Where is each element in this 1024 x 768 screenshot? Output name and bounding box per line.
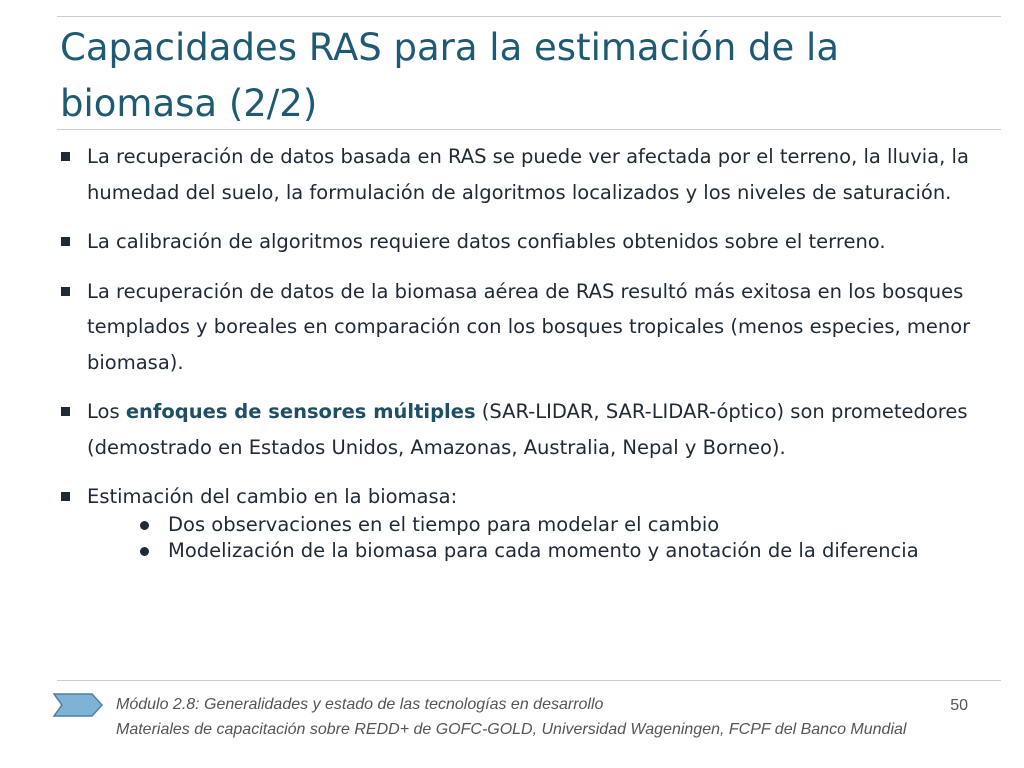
square-bullet-icon <box>61 237 70 246</box>
square-bullet-icon <box>61 287 70 296</box>
round-bullet-icon <box>140 521 149 530</box>
bullet-text: Estimación del cambio en la biomasa: <box>87 485 458 508</box>
bullet-text-suffix: (SAR-LIDAR, SAR-LIDAR-óptico) son prometedores (demostrado en Estados Unidos, Amazonas, Australia, Nepal y Borneo). <box>87 400 968 459</box>
bullet-text: La calibración de algoritmos requiere datos confiables obtenidos sobre el terreno. <box>87 230 886 253</box>
slide-content <box>60 139 1000 564</box>
sub-bullet-item <box>60 538 1000 564</box>
footer-materials: Materiales de capacitación sobre REDD+ de GOFC-GOLD, Universidad Wageningen, FCPF del Banco Mundial <box>116 721 907 738</box>
bullet-item <box>60 479 1000 515</box>
bullet-item <box>60 224 1000 260</box>
sub-bullet-item <box>60 512 1000 538</box>
slide-title: Capacidades RAS para la estimación de la biomasa (2/2) <box>60 26 840 125</box>
bullet-item <box>60 139 1000 210</box>
chevron-arrow-icon <box>52 692 104 718</box>
sub-bullet-list <box>60 512 1000 564</box>
sub-bullet-text: Modelización de la biomasa para cada momento y anotación de la diferencia <box>168 538 919 562</box>
square-bullet-icon <box>61 407 70 416</box>
bullet-text: La recuperación de datos de la biomasa aérea de RAS resultó más exitosa en los bosques templados y boreales en comparación con los bosques tropicales (menos especies, menor biomasa). <box>87 279 971 374</box>
page-number: 50 <box>950 697 968 714</box>
bullet-text: La recuperación de datos basada en RAS se puede ver afectada por el terreno, la lluvia, la humedad del suelo, la formulación de algoritmos localizados y los niveles de saturación. <box>87 145 969 204</box>
bullet-emphasis: enfoques de sensores múltiples <box>125 400 476 423</box>
round-bullet-icon <box>140 547 149 556</box>
bullet-text-prefix: Los <box>87 400 126 423</box>
title-divider <box>57 129 1001 130</box>
footer-divider <box>57 680 1001 681</box>
square-bullet-icon <box>61 152 70 161</box>
bullet-item <box>60 274 1000 381</box>
top-divider <box>57 16 1001 17</box>
square-bullet-icon <box>61 492 70 501</box>
sub-bullet-text: Dos observaciones en el tiempo para modelar el cambio <box>168 512 720 536</box>
bullet-item <box>60 394 1000 465</box>
footer-module: Módulo 2.8: Generalidades y estado de las tecnologías en desarrollo <box>116 696 604 713</box>
